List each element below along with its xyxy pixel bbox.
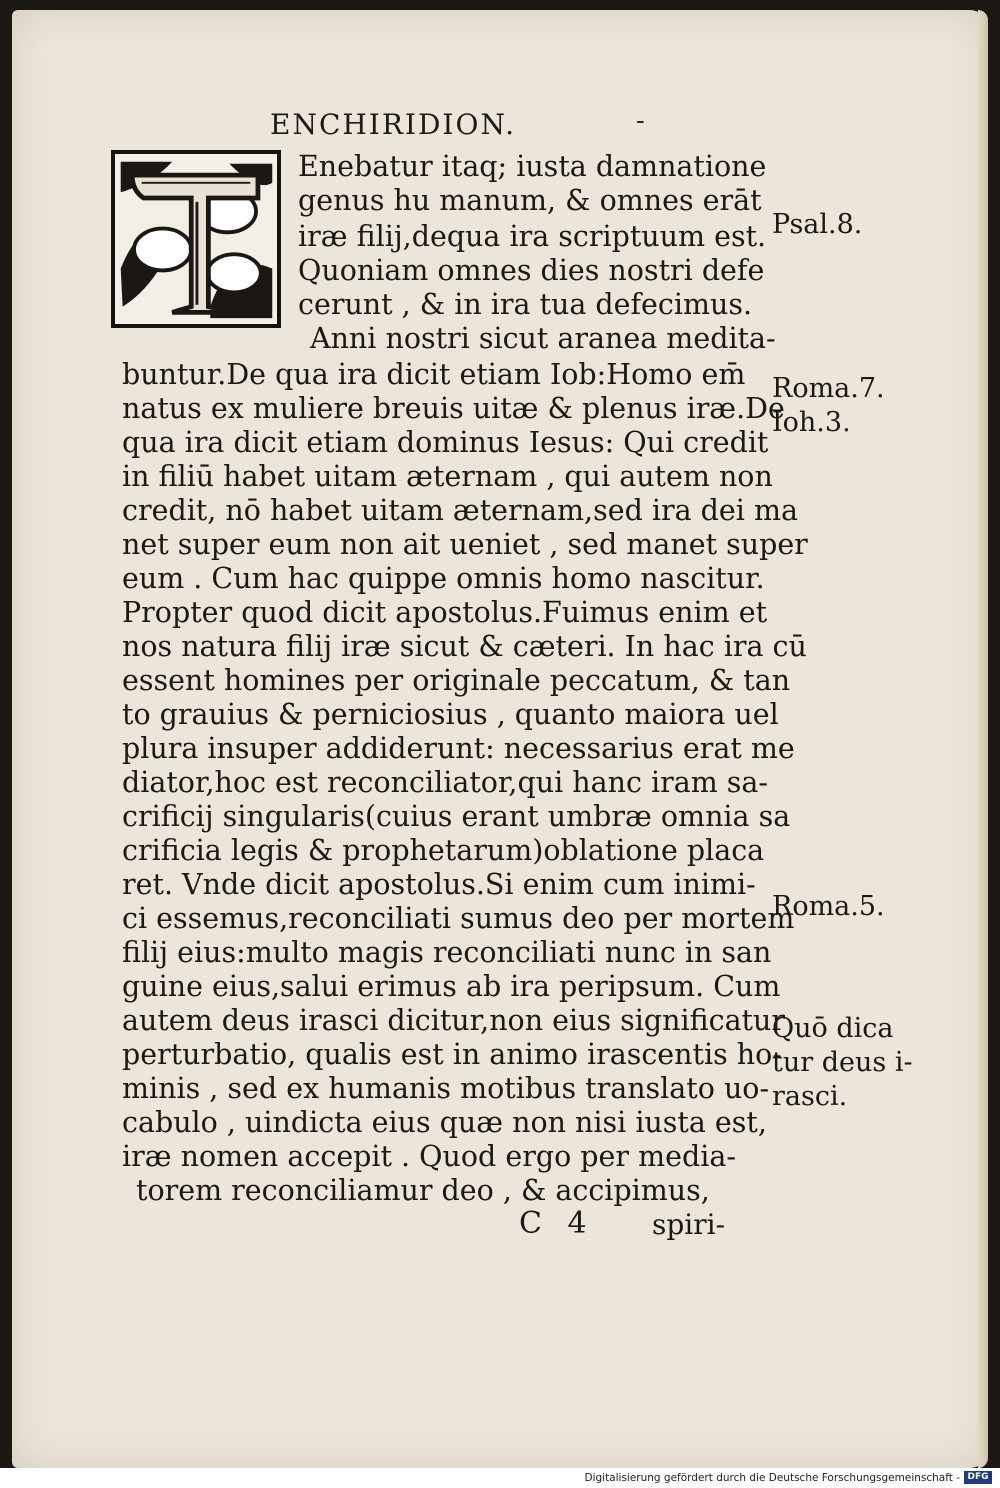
text-line: Enebatur itaq; iusta damnatione <box>298 150 767 183</box>
text-line: Anni nostri sicut aranea medita- <box>310 322 776 355</box>
text-line: natus ex muliere breuis uitæ & plenus iræ.De <box>122 392 785 425</box>
margin-note: rasci. <box>772 1081 848 1112</box>
margin-note: Roma.7. <box>772 373 885 404</box>
text-line: essent homines per originale peccatum, & tan <box>122 664 791 697</box>
margin-note: Ioh.3. <box>772 407 851 438</box>
text-line: diator,hoc est reconciliator,qui hanc iram sa- <box>122 766 769 799</box>
dfg-logo: DFG <box>964 1471 992 1484</box>
page-edge <box>978 10 988 1468</box>
text-line: qua ira dicit etiam dominus Iesus: Qui credit <box>122 426 769 459</box>
margin-note: tur deus i- <box>772 1047 913 1078</box>
funding-notice: Digitalisierung gefördert durch die Deutsche Forschungsgemeinschaft - <box>584 1472 960 1484</box>
text-line: filij eius:multo magis reconciliati nunc in san <box>122 936 772 969</box>
text-line: ci essemus,reconciliati sumus deo per mortem <box>122 902 795 935</box>
text-line: to grauius & perniciosius , quanto maiora uel <box>122 698 779 731</box>
text-line: crificia legis & prophetarum)oblatione placa <box>122 834 765 867</box>
text-line: net super eum non ait ueniet , sed manet super <box>122 528 808 561</box>
text-line: cabulo , uindicta eius quæ non nisi iusta est, <box>122 1106 767 1139</box>
margin-note: Psal.8. <box>772 209 863 240</box>
decorated-initial-t-icon <box>115 154 277 324</box>
text-line: iræ nomen accepit . Quod ergo per media- <box>122 1140 736 1173</box>
text-line: ret. Vnde dicit apostolus.Si enim cum inimi- <box>122 868 756 901</box>
text-line: crificij singularis(cuius erant umbræ omnia sa <box>122 800 791 833</box>
text-line: guine eius,salui erimus ab ira peripsum. Cum <box>122 970 781 1003</box>
text-line: buntur.De qua ira dicit etiam Iob:Homo em̄ <box>122 358 746 391</box>
text-line: iræ filij,dequa ira scriptuum est. <box>298 220 767 253</box>
signature-mark: C 4 <box>519 1206 595 1241</box>
margin-note: Quō dica <box>772 1013 894 1044</box>
catchword: spiri- <box>652 1208 726 1241</box>
decorated-initial <box>111 150 281 328</box>
footer-bar <box>0 1468 1000 1488</box>
text-line: torem reconciliamur deo , & accipimus, <box>136 1174 710 1207</box>
text-line: Propter quod dicit apostolus.Fuimus enim et <box>122 596 768 629</box>
text-line: autem deus irasci dicitur,non eius significatur <box>122 1004 785 1037</box>
text-line: perturbatio, qualis est in animo irascentis ho- <box>122 1038 782 1071</box>
text-line: genus hu manum, & omnes erāt <box>298 184 762 217</box>
running-header: ENCHIRIDION. <box>270 108 517 141</box>
text-line: nos natura filij iræ sicut & cæteri. In hac ira cū <box>122 630 807 663</box>
text-line: credit, nō habet uitam æternam,sed ira dei ma <box>122 494 798 527</box>
text-line: in filiū habet uitam æternam , qui autem non <box>122 460 773 493</box>
header-dash: - <box>636 106 645 136</box>
text-line: cerunt , & in ira tua defecimus. <box>298 288 753 321</box>
text-line: minis , sed ex humanis motibus translato uo- <box>122 1072 770 1105</box>
text-line: plura insuper addiderunt: necessarius erat me <box>122 732 795 765</box>
text-line: Quoniam omnes dies nostri defe <box>298 254 765 287</box>
text-line: eum . Cum hac quippe omnis homo nascitur. <box>122 562 765 595</box>
margin-note: Roma.5. <box>772 891 885 922</box>
